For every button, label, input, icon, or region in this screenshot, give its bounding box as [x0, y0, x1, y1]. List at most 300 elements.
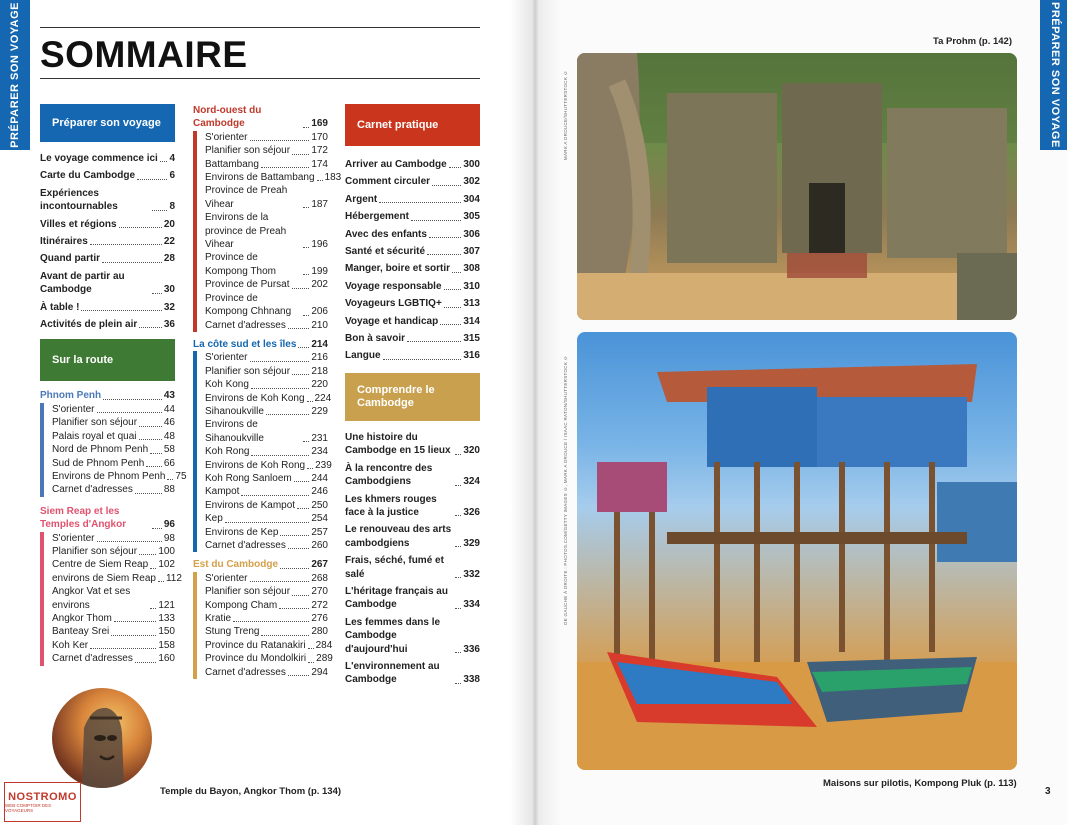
- toc-entry[interactable]: [345, 660, 480, 687]
- toc-entry-title: Environs de la province de Preah Vihear: [205, 212, 287, 251]
- section-header-label: Carnet pratique: [357, 118, 439, 131]
- toc-entry[interactable]: [345, 462, 480, 489]
- toc-entry[interactable]: [52, 558, 175, 571]
- toc-group-title[interactable]: [193, 104, 328, 131]
- toc-entry[interactable]: [205, 572, 328, 585]
- toc-group-items: [40, 532, 182, 666]
- toc-entry-title: Argent: [345, 193, 378, 205]
- leader-dots: [383, 359, 462, 360]
- leader-dots: [432, 185, 461, 186]
- leader-dots: [411, 220, 461, 221]
- toc-entry[interactable]: [52, 652, 175, 665]
- toc-entry-page: 133: [158, 612, 175, 624]
- toc-entry-title: Villes et régions: [40, 218, 117, 230]
- taprohm-photo: [577, 53, 1017, 320]
- group-title-text: Est du Cambodge: [193, 559, 279, 571]
- leader-dots: [455, 608, 461, 609]
- toc-entry[interactable]: [345, 585, 480, 612]
- toc-entry-page: 314: [463, 315, 480, 327]
- leader-dots: [280, 535, 309, 536]
- leader-dots: [407, 341, 461, 342]
- toc-entry-page: 334: [463, 599, 480, 611]
- leader-dots: [455, 485, 461, 486]
- toc-entry[interactable]: [345, 349, 480, 362]
- toc-entry[interactable]: [205, 666, 328, 679]
- leader-dots: [135, 662, 156, 663]
- leader-dots: [455, 683, 461, 684]
- toc-group: [40, 389, 187, 496]
- toc-entry-page: 32: [163, 301, 175, 313]
- toc-entry-page: 316: [463, 350, 480, 362]
- toc-entry-page: 320: [463, 445, 480, 457]
- toc-column-3: [345, 104, 480, 687]
- toc-entry[interactable]: [345, 228, 480, 241]
- leader-dots: [146, 466, 162, 467]
- toc-entry-page: 224: [314, 392, 332, 404]
- toc-group: [40, 505, 182, 666]
- leader-dots: [298, 347, 309, 348]
- toc-entry[interactable]: [52, 443, 175, 456]
- group-title-page: 169: [311, 118, 328, 130]
- toc-entry-page: 234: [311, 446, 328, 458]
- toc-entry[interactable]: [345, 493, 480, 520]
- toc-entry[interactable]: [345, 193, 480, 206]
- toc-entry[interactable]: [345, 523, 480, 550]
- leader-dots: [279, 608, 309, 609]
- toc-group-title[interactable]: [40, 389, 175, 402]
- leader-dots: [97, 541, 162, 542]
- toc-entry-page: 229: [311, 405, 328, 417]
- section-header-box: [345, 373, 480, 421]
- toc-entry[interactable]: [40, 169, 175, 182]
- leader-dots: [280, 568, 309, 569]
- group-title-page: 96: [163, 519, 175, 531]
- toc-entry[interactable]: [52, 625, 175, 638]
- toc-entry[interactable]: [52, 457, 175, 470]
- toc-entry[interactable]: [52, 612, 175, 625]
- toc-entry-page: 174: [311, 158, 328, 170]
- toc-entry-page: 4: [169, 153, 175, 164]
- toc-entry-page: 257: [311, 526, 328, 538]
- toc-entry-title: Carnet d'adresses: [205, 666, 286, 678]
- toc-entry-title: Centre de Siem Reap: [52, 559, 149, 571]
- leader-dots: [90, 244, 162, 245]
- toc-entry[interactable]: [205, 184, 328, 211]
- toc-entry-page: 302: [463, 176, 480, 188]
- leader-dots: [114, 621, 156, 622]
- toc-entry[interactable]: [205, 652, 333, 665]
- toc-entry[interactable]: [205, 539, 328, 552]
- toc-entry-title: L'héritage français au Cambodge: [345, 585, 448, 611]
- toc-entry[interactable]: [205, 405, 328, 418]
- leader-dots: [250, 140, 310, 141]
- section-header-box: [40, 339, 175, 381]
- toc-entry[interactable]: [205, 512, 328, 525]
- toc-entry[interactable]: [205, 278, 328, 291]
- toc-entry-page: 308: [463, 263, 480, 275]
- toc-entry-title: Une histoire du Cambodge en 15 lieux: [345, 431, 451, 457]
- toc-entry[interactable]: [205, 625, 328, 638]
- toc-entry[interactable]: [205, 459, 332, 472]
- leader-dots: [152, 210, 167, 211]
- toc-entry-page: 8: [169, 201, 175, 213]
- section-edge-tab-left: [0, 0, 30, 150]
- photo-credit-top: MARK A DROUCE/SHUTTERSTOCK ©: [563, 70, 568, 161]
- section-header-label: Préparer son voyage: [52, 116, 161, 129]
- toc-entry[interactable]: [40, 301, 175, 314]
- toc-entry[interactable]: [345, 616, 480, 656]
- toc-entry-title: Activités de plein air: [40, 319, 138, 331]
- toc-entry[interactable]: [40, 235, 175, 248]
- toc-entry[interactable]: [345, 332, 480, 345]
- toc-entry-page: 183: [324, 172, 342, 184]
- toc-entry[interactable]: [205, 211, 328, 251]
- toc-entry-page: 244: [311, 472, 328, 484]
- toc-entry[interactable]: [345, 431, 480, 458]
- toc-entry-title: environs de Siem Reap: [52, 572, 156, 584]
- toc-entry-page: 294: [311, 666, 328, 678]
- toc-entry-title: Environs de Koh Rong: [205, 459, 306, 471]
- toc-entry-page: 112: [165, 572, 182, 584]
- right-page: [533, 0, 1067, 825]
- toc-entry[interactable]: [205, 499, 328, 512]
- toc-entry-page: 336: [463, 643, 480, 655]
- section-header-box: [345, 104, 480, 146]
- toc-entry-title: Battambang: [205, 158, 259, 170]
- toc-entry[interactable]: [205, 251, 328, 278]
- toc-entry-page: 172: [311, 145, 328, 157]
- toc-entry-page: 272: [311, 599, 328, 611]
- group-title-text: La côte sud et les îles: [193, 338, 297, 350]
- toc-entry[interactable]: [52, 416, 175, 429]
- toc-entry[interactable]: [40, 152, 175, 165]
- leader-dots: [292, 288, 310, 289]
- toc-entry-title: Kompong Cham: [205, 599, 278, 611]
- toc-entry-page: 280: [311, 626, 328, 638]
- toc-entry-title: Itinéraires: [40, 236, 88, 248]
- leader-dots: [160, 161, 168, 162]
- leader-dots: [455, 454, 461, 455]
- toc-entry-title: Province du Mondolkiri: [205, 653, 307, 665]
- bayon-caption: Temple du Bayon, Angkor Thom (p. 134): [160, 786, 342, 797]
- toc-entry-title: Koh Rong Sanloem: [205, 472, 292, 484]
- toc-entry-title: Les khmers rouges face à la justice: [345, 493, 437, 518]
- toc-group-title[interactable]: [193, 558, 328, 571]
- toc-entry[interactable]: [40, 218, 175, 231]
- toc-entry[interactable]: [205, 158, 328, 171]
- edge-tab-label-right: PRÉPARER SON VOYAGE: [1049, 2, 1061, 148]
- toc-entry-title: Province du Ratanakiri: [205, 639, 306, 651]
- title-rule-bottom: [40, 78, 480, 79]
- toc-entry-page: 20: [163, 218, 175, 230]
- toc-entry[interactable]: [52, 545, 175, 558]
- toc-entry[interactable]: [205, 365, 328, 378]
- toc-entry[interactable]: [345, 175, 480, 188]
- toc-entry[interactable]: [205, 378, 328, 391]
- leader-dots: [307, 468, 313, 469]
- toc-entry[interactable]: [205, 639, 333, 652]
- toc-entry-title: Le renouveau des arts cambodgiens: [345, 524, 452, 549]
- toc-group-items: [193, 131, 342, 332]
- toc-entry[interactable]: [52, 470, 187, 483]
- toc-group: [193, 558, 333, 679]
- toc-entry[interactable]: [205, 485, 328, 498]
- leader-dots: [307, 401, 313, 402]
- toc-entry-title: Environs de Kampot: [205, 499, 296, 511]
- leader-dots: [152, 293, 162, 294]
- leader-dots: [103, 399, 162, 400]
- toc-entry-title: Koh Rong: [205, 446, 250, 458]
- toc-entry[interactable]: [205, 418, 328, 445]
- leader-dots: [251, 388, 309, 389]
- leader-dots: [429, 237, 461, 238]
- toc-entry-page: 98: [163, 532, 175, 544]
- leader-dots: [158, 581, 164, 582]
- spacer: [345, 363, 480, 373]
- toc-group-items: [193, 351, 332, 552]
- leader-dots: [225, 522, 310, 523]
- leader-dots: [241, 495, 309, 496]
- leader-dots: [135, 493, 162, 494]
- toc-entry[interactable]: [52, 483, 175, 496]
- toc-entry-title: S'orienter: [52, 532, 95, 544]
- toc-entry-page: 338: [463, 674, 480, 686]
- leader-dots: [97, 412, 162, 413]
- toc-entry[interactable]: [205, 445, 328, 458]
- toc-entry-title: Environs de Phnom Penh: [52, 470, 166, 482]
- toc-entry-title: Frais, séché, fumé et salé: [345, 555, 444, 580]
- toc-entry-title: L'environnement au Cambodge: [345, 660, 440, 686]
- toc-entry-title: Comment circuler: [345, 176, 431, 188]
- toc-group-items: [193, 572, 333, 679]
- toc-entry[interactable]: [345, 262, 480, 275]
- toc-entry[interactable]: [205, 292, 328, 319]
- toc-entry-page: 276: [311, 613, 328, 625]
- toc-entry-page: 88: [163, 484, 175, 496]
- toc-entry[interactable]: [345, 315, 480, 328]
- leader-dots: [303, 441, 309, 442]
- toc-entry-page: 30: [163, 284, 175, 296]
- leader-dots: [261, 167, 309, 168]
- toc-entry[interactable]: [52, 532, 175, 545]
- toc-entry-title: Environs de Koh Kong: [205, 392, 305, 404]
- leader-dots: [292, 154, 309, 155]
- toc-entry[interactable]: [40, 270, 175, 297]
- toc-entry[interactable]: [205, 351, 328, 364]
- toc-entry[interactable]: [345, 280, 480, 293]
- toc-entry-title: Expériences incontournables: [40, 187, 118, 213]
- leader-dots: [452, 272, 461, 273]
- toc-entry-page: 304: [463, 193, 480, 205]
- toc-entry-title: Avec des enfants: [345, 228, 427, 240]
- toc-entry[interactable]: [205, 526, 328, 539]
- toc-column-2: [193, 104, 342, 679]
- toc-entry-page: 121: [158, 599, 175, 611]
- toc-entry-page: 22: [163, 236, 175, 248]
- toc-entry-title: Carnet d'adresses: [52, 484, 133, 496]
- toc-entry[interactable]: [205, 585, 328, 598]
- taprohm-caption: Ta Prohm (p. 142): [933, 36, 1013, 47]
- leader-dots: [303, 247, 309, 248]
- toc-entry-title: Angkor Vat et ses environs: [52, 586, 131, 611]
- toc-entry-page: 315: [463, 333, 480, 345]
- leader-dots: [233, 621, 309, 622]
- leader-dots: [81, 310, 161, 311]
- toc-entry[interactable]: [205, 319, 328, 332]
- toc-entry-page: 329: [463, 537, 480, 549]
- toc-entry-title: Manger, boire et sortir: [345, 263, 451, 275]
- toc-entry[interactable]: [205, 392, 332, 405]
- leader-dots: [444, 307, 462, 308]
- toc-entry[interactable]: [52, 403, 175, 416]
- leader-dots: [292, 374, 309, 375]
- leader-dots: [139, 327, 162, 328]
- leader-dots: [294, 481, 310, 482]
- group-title-text: Phnom Penh: [40, 390, 102, 402]
- toc-entry-title: Quand partir: [40, 253, 101, 265]
- toc-entry[interactable]: [52, 639, 175, 652]
- toc-entry-title: S'orienter: [205, 352, 248, 364]
- toc-entry[interactable]: [205, 131, 328, 144]
- toc-entry-title: S'orienter: [205, 572, 248, 584]
- toc-entry[interactable]: [40, 187, 175, 214]
- toc-entry[interactable]: [205, 171, 342, 184]
- leader-dots: [137, 179, 167, 180]
- toc-column-1: [40, 104, 187, 666]
- toc-entry-title: Planifier son séjour: [52, 545, 138, 557]
- leader-dots: [288, 328, 309, 329]
- leader-dots: [317, 180, 323, 181]
- toc-entry-page: 313: [463, 298, 480, 310]
- group-title-page: 267: [311, 559, 328, 571]
- leader-dots: [303, 274, 309, 275]
- leader-dots: [152, 528, 162, 529]
- photo-credit-bottom: DE GAUCHE À DROITE : PHOTOS.COM/GETTY IMAGES ©, MARK A DROUCE / ISAAC RATON/SHUTTERSTOCK ©: [563, 355, 568, 625]
- toc-entry-title: Province de Pursat: [205, 279, 290, 291]
- toc-entry-title: Voyage responsable: [345, 280, 442, 292]
- leader-dots: [288, 548, 309, 549]
- toc-entry-title: Kratie: [205, 613, 232, 625]
- group-title-text: Siem Reap et les Temples d'Angkor: [40, 505, 127, 531]
- toc-entry-page: 305: [463, 211, 480, 223]
- toc-entry-title: S'orienter: [52, 403, 95, 415]
- toc-entry-title: Arriver au Cambodge: [345, 159, 447, 170]
- toc-entry[interactable]: [345, 245, 480, 258]
- leader-dots: [303, 207, 309, 208]
- toc-entry[interactable]: [52, 430, 175, 443]
- toc-entry-title: Carnet d'adresses: [52, 653, 133, 665]
- toc-entry-page: 46: [163, 417, 175, 429]
- toc-entry-page: 36: [163, 319, 175, 331]
- toc-entry-title: Carnet d'adresses: [205, 540, 286, 551]
- toc-entry-title: Carte du Cambodge: [40, 170, 136, 182]
- toc-entry-title: Santé et sécurité: [345, 246, 426, 258]
- toc-entry[interactable]: [205, 144, 328, 157]
- toc-group-title[interactable]: [40, 505, 175, 532]
- toc-entry-page: 270: [311, 586, 328, 598]
- page-number: 3: [1045, 786, 1051, 797]
- toc-entry-title: Le voyage commence ici: [40, 153, 158, 164]
- leader-dots: [150, 608, 156, 609]
- toc-entry-title: Koh Kong: [205, 379, 249, 391]
- leader-dots: [266, 414, 309, 415]
- leader-dots: [379, 202, 461, 203]
- leader-dots: [150, 453, 162, 454]
- toc-entry-page: 289: [316, 653, 333, 665]
- group-title-text: Nord-ouest du Cambodge: [193, 105, 262, 130]
- leader-dots: [308, 662, 314, 663]
- toc-entry[interactable]: [345, 297, 480, 310]
- toc-entry-page: 202: [311, 279, 328, 291]
- toc-entry-page: 284: [315, 639, 333, 651]
- toc-group: [193, 338, 332, 553]
- toc-entry-page: 324: [463, 476, 480, 488]
- leader-dots: [139, 554, 156, 555]
- leader-dots: [139, 439, 162, 440]
- leader-dots: [440, 324, 461, 325]
- toc-entry[interactable]: [345, 158, 480, 171]
- toc-entry-title: Voyageurs LGBTIQ+: [345, 298, 442, 310]
- leader-dots: [90, 648, 156, 649]
- leader-dots: [119, 227, 162, 228]
- toc-entry-page: 326: [463, 506, 480, 518]
- toc-entry[interactable]: [205, 612, 328, 625]
- toc-entry-page: 28: [163, 253, 175, 265]
- toc-entry[interactable]: [52, 585, 175, 612]
- leader-dots: [261, 635, 309, 636]
- toc-entry-title: Environs de Kep: [205, 526, 279, 538]
- toc-entry-title: Angkor Thom: [52, 612, 112, 624]
- toc-entry-page: 206: [311, 306, 328, 318]
- toc-entry-title: À table !: [40, 301, 80, 313]
- toc-entry[interactable]: [345, 554, 480, 581]
- leader-dots: [297, 508, 309, 509]
- toc-entry-page: 246: [311, 486, 328, 498]
- section-edge-tab-right: [1040, 0, 1067, 150]
- leader-dots: [455, 515, 461, 516]
- toc-entry[interactable]: [40, 252, 175, 265]
- toc-entry[interactable]: [52, 572, 182, 585]
- toc-entry-page: 187: [311, 198, 328, 210]
- nostromo-logo: [4, 782, 81, 822]
- leader-dots: [251, 455, 309, 456]
- toc-entry-page: 218: [311, 365, 328, 377]
- toc-entry-title: Kampot: [205, 486, 240, 498]
- toc-entry-title: Avant de partir au Cambodge: [40, 270, 125, 296]
- toc-entry[interactable]: [345, 210, 480, 223]
- toc-entry-page: 48: [163, 430, 175, 442]
- toc-entry-page: 260: [311, 540, 328, 551]
- leader-dots: [303, 127, 309, 128]
- leader-dots: [449, 167, 462, 168]
- toc-group-title[interactable]: [193, 338, 328, 351]
- toc-entry[interactable]: [205, 599, 328, 612]
- toc-entry[interactable]: [40, 318, 175, 331]
- toc-entry-title: Nord de Phnom Penh: [52, 444, 149, 456]
- toc-entry[interactable]: [205, 472, 328, 485]
- toc-entry-title: Banteay Srei: [52, 626, 110, 638]
- toc-entry-page: 220: [311, 379, 328, 391]
- toc-entry-page: 216: [311, 352, 328, 364]
- leader-dots: [292, 595, 309, 596]
- toc-entry-title: À la rencontre des Cambodgiens: [345, 462, 433, 488]
- leader-dots: [111, 635, 156, 636]
- toc-entry-title: Kep: [205, 513, 223, 525]
- toc-entry-title: Koh Ker: [52, 639, 89, 651]
- toc-entry-page: 210: [311, 319, 328, 331]
- toc-entry-page: 310: [463, 280, 480, 292]
- toc-entry-page: 6: [169, 170, 175, 182]
